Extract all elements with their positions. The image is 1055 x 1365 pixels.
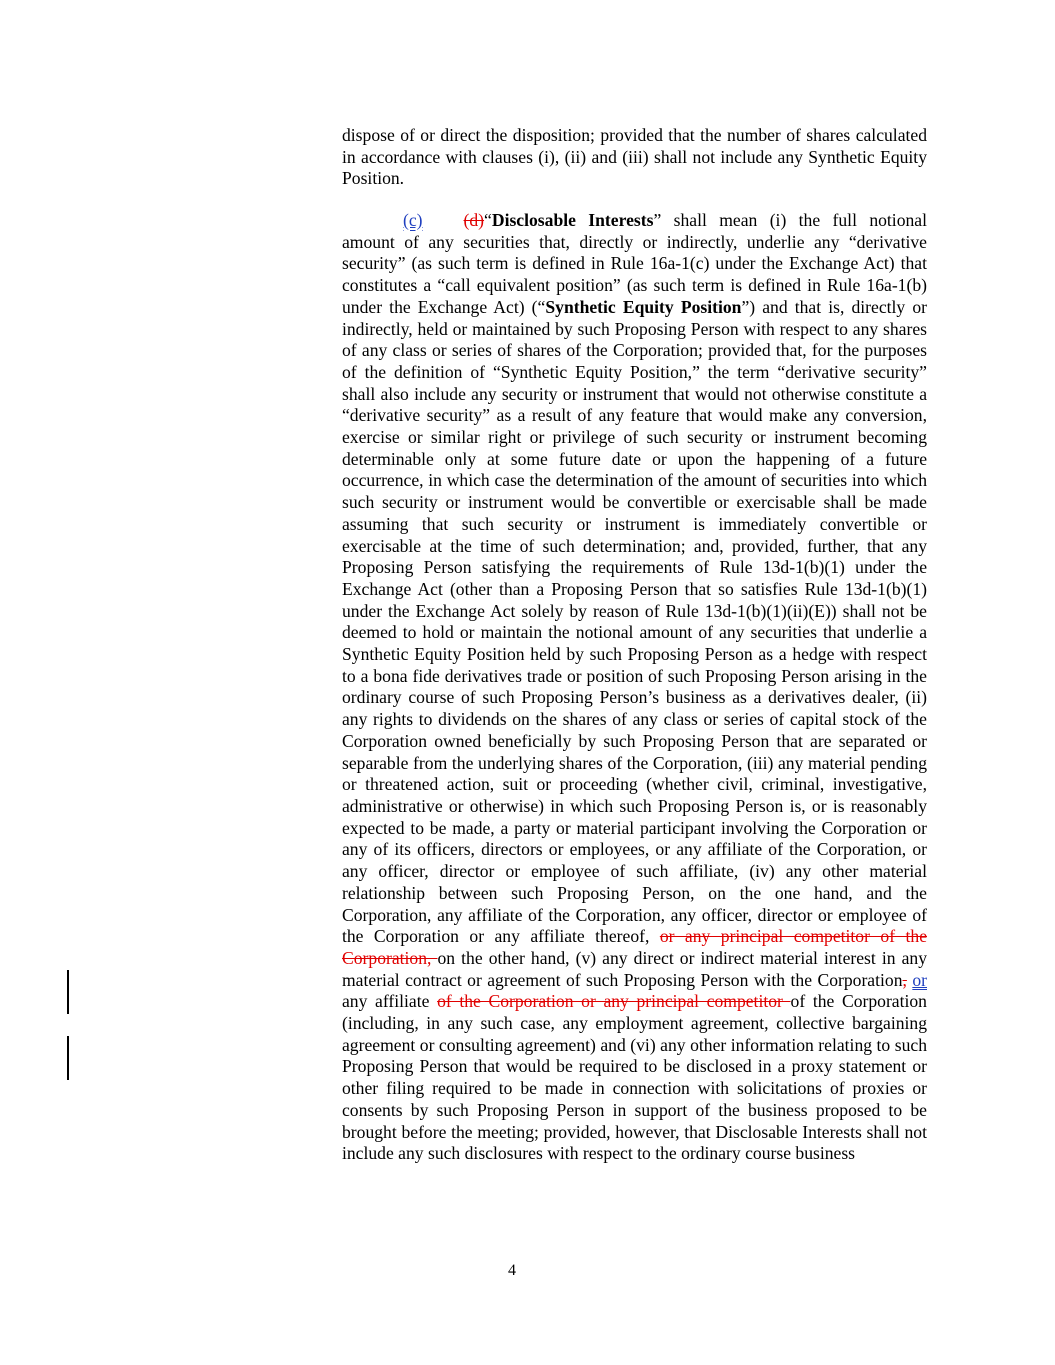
deleted-text: ,: [902, 969, 907, 990]
inserted-text: or: [912, 969, 927, 990]
deleted-text: of the Corporation or any principal competitor: [437, 991, 791, 1012]
text-segment: on the other hand, (v) any direct or indirect material interest in any material contract or agreement of such Proposing Person with the Corporation: [342, 947, 928, 990]
change-bar: [67, 970, 69, 1014]
page-number: 4: [508, 1262, 516, 1279]
deleted-paragraph-number: (d): [463, 210, 485, 230]
defined-term: Synthetic Equity Position: [545, 296, 742, 317]
text-segment: any affiliate: [342, 991, 438, 1012]
defined-term: Disclosable Interests: [491, 210, 654, 230]
paragraph-continuation: [342, 125, 927, 190]
text-segment: of the Corporation (including, in any such case, any employment agreement, collective bargaining agreement or consulting agreement) and (vi) any other information relating to such Proposing Person that would be required to be disclosed in a proxy statement or other filing required to be made in connection with solicitations of proxies or consents by such Proposing Person in support of the business proposed to be brought before the meeting; provided, however, that Disclosable Interests shall not include any such disclosures with respect to the ordinary course business: [342, 991, 927, 1164]
paragraph-text: [342, 210, 927, 1165]
text-segment: ”) and that is, directly or indirectly, held or maintained by such Proposing Person with respect to any shares of any class or series of shares of the Corporation; provided that, for the purposes of the definition of “Synthetic Equity Position,” the term “derivative security” shall also include any security or instrument that would not otherwise constitute a “derivative security” as a result of any feature that would make any conversion, exercise or similar right or privilege of such security or instrument becoming determinable only at some future date or upon the happening of a future occurrence, in which case the determination of the amount of securities into which such security or instrument would be convertible or exercisable shall be made assuming that such security or instrument is immediately convertible or exercisable at the time of such determination; and, provided, further, that any Proposing Person satisfying the requirements of Rule 13d-1(b)(1) under the Exchange Act (other than a Proposing Person that so satisfies Rule 13d-1(b)(1) under the Exchange Act solely by reason of Rule 13d-1(b)(1)(ii)(E)) shall not be deemed to hold or maintain the notional amount of any securities that underlie a Synthetic Equity Position held by such Proposing Person as a hedge with respect to a bona fide derivatives trade or position of such Proposing Person arising in the ordinary course of such Proposing Person’s business as a derivatives dealer, (ii) any rights to dividends on the shares of any class or series of capital stock of the Corporation owned beneficially by such Proposing Person that are separated or separable from the underlying shares of the Corporation, (iii) any material pending or threatened action, suit or proceeding (whether civil, criminal, investigative, administrative or otherwise) in which such Proposing Person is, or is reasonably expected to be made, a party or material participant involving the Corporation or any of its officers, directors or employees, or any affiliate of the Corporation, or any officer, director or employee of such affiliate, (iv) any other material relationship between such Proposing Person, on the one hand, and the Corporation, any affiliate of the Corporation, any officer, director or employee of the Corporation or any affiliate thereof,: [342, 296, 928, 947]
deleted-text: or any principal competitor of the Corporation,: [342, 926, 927, 968]
paragraph-disclosable-interests: [342, 210, 927, 1165]
change-bar: [67, 1036, 69, 1080]
paragraph-text: dispose of or direct the disposition; provided that the number of shares calculated in accordance with clauses (i), (ii) and (iii) shall not include any Synthetic Equity Position.: [342, 125, 927, 189]
inserted-paragraph-number: (c): [403, 210, 423, 230]
text-segment: ” shall mean (i) the full notional amount of any securities that, directly or indirectly, underlie any “derivative security” (as such term is defined in Rule 16a-1(c) under the Exchange Act) that constitutes a “call equivalent position” (as such term is defined in Rule 16a-1(b) under the Exchange Act) (“: [342, 210, 927, 317]
open-quote: “: [484, 210, 492, 230]
